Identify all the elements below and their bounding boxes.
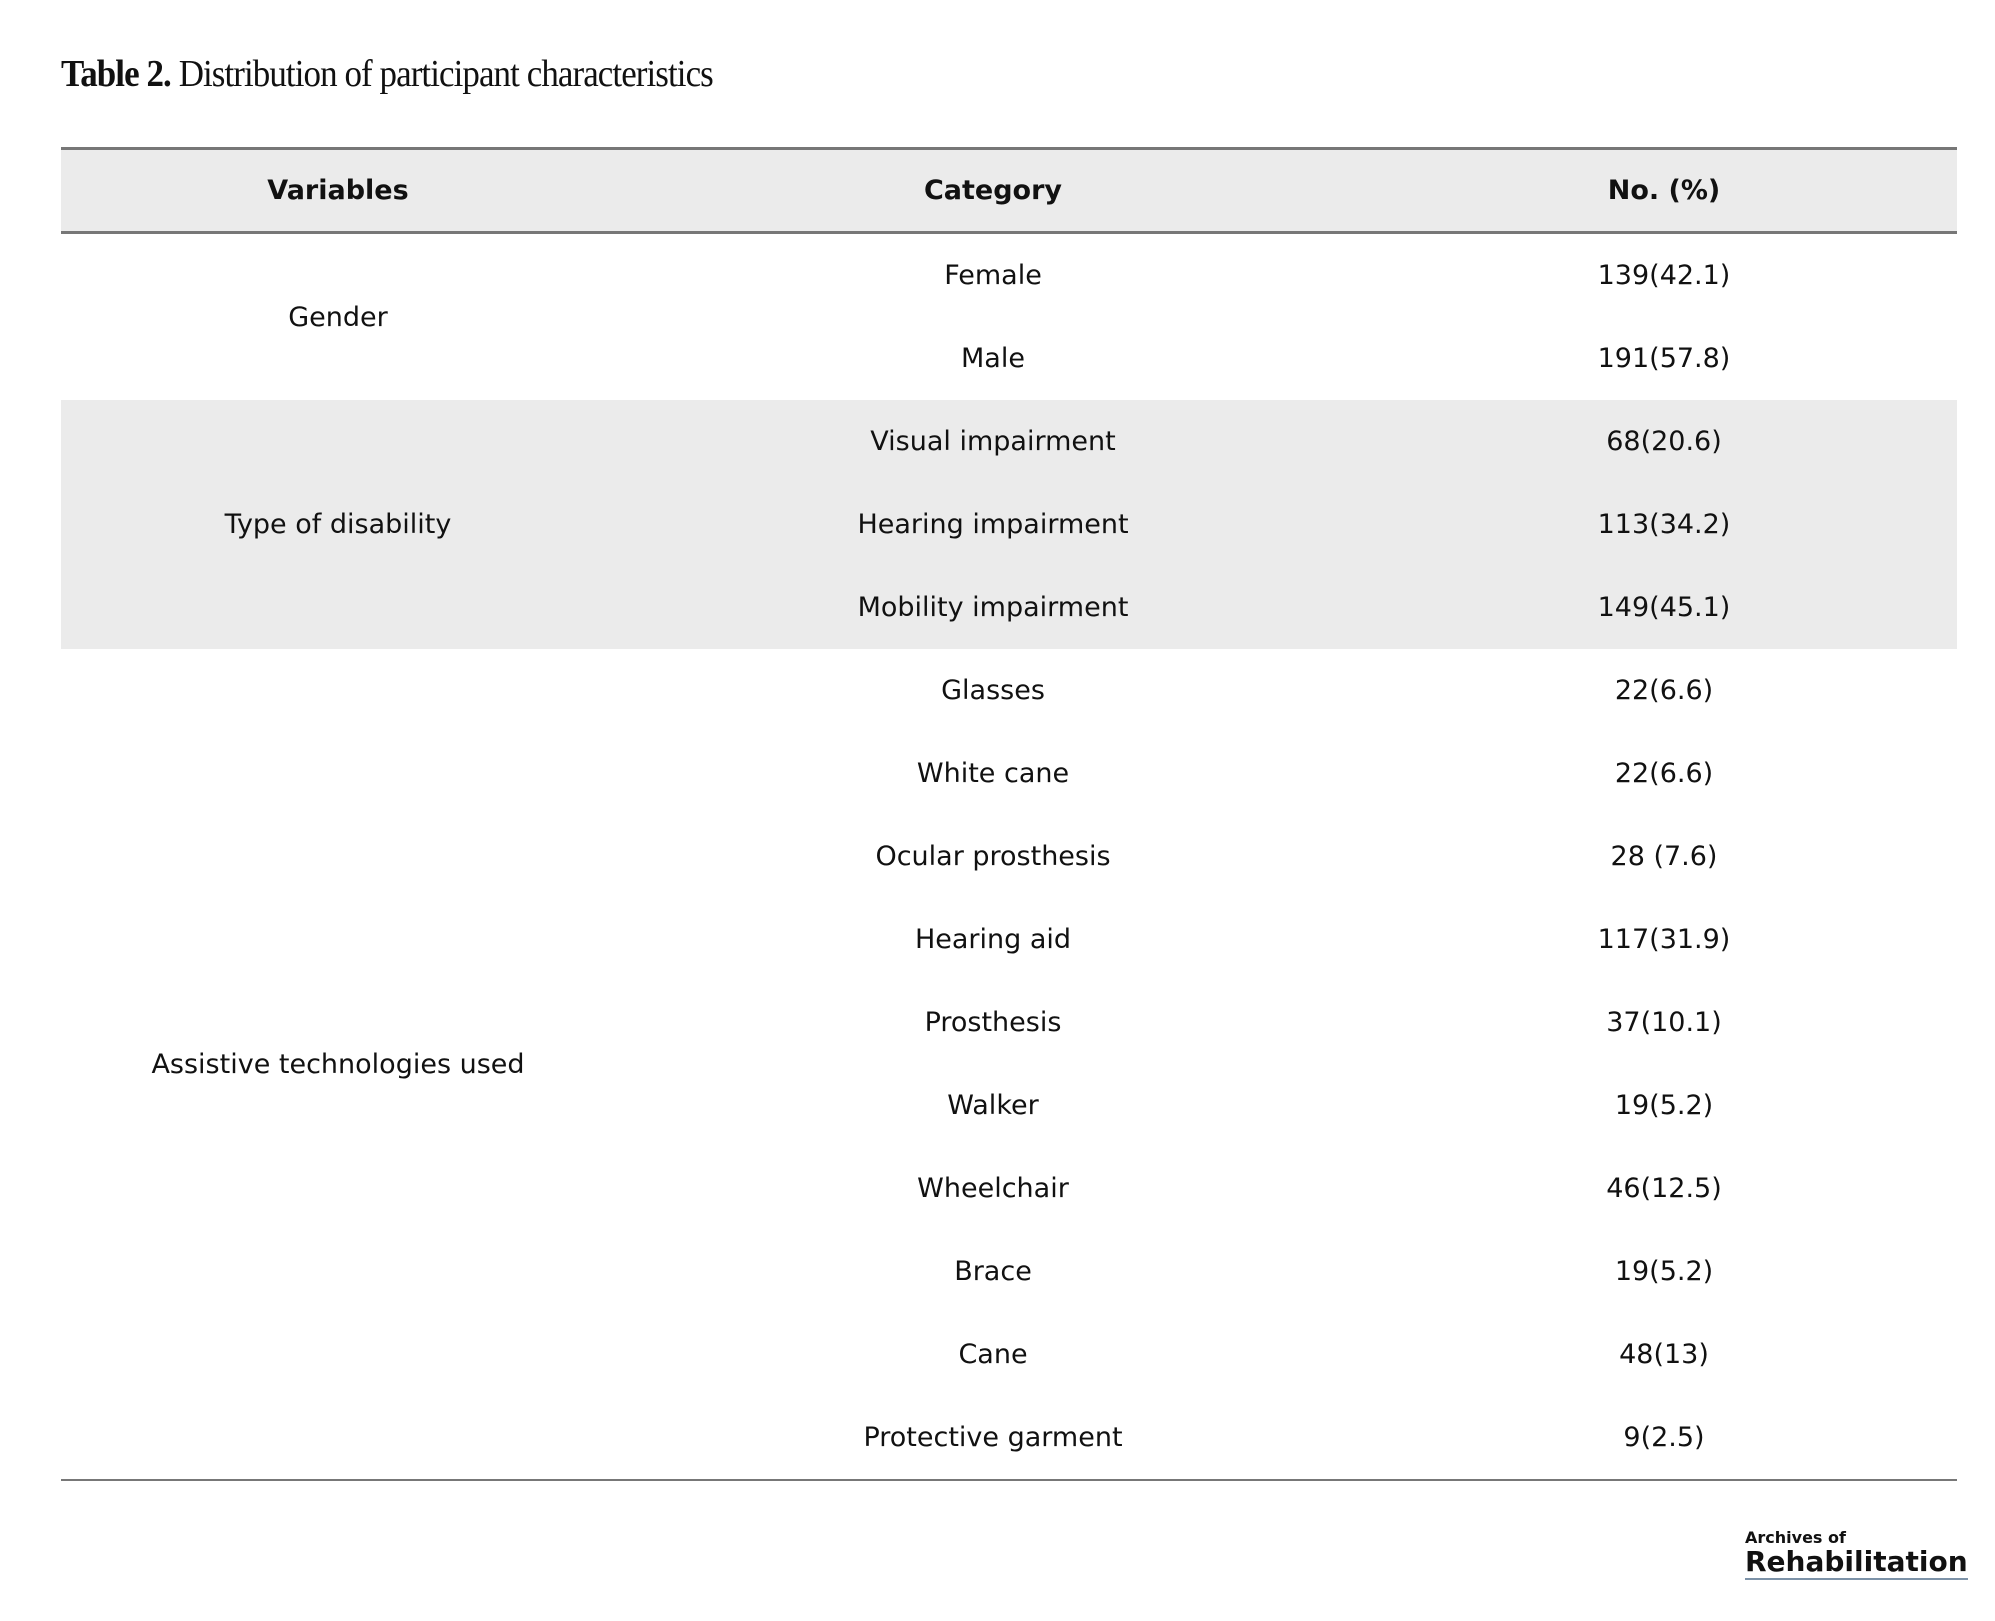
value-cell: 19(5.2) xyxy=(1614,1256,1714,1287)
table-row xyxy=(61,649,1957,732)
value-cell: 48(13) xyxy=(1619,1339,1709,1370)
category-cell: Protective garment xyxy=(615,1396,1371,1480)
journal-logo xyxy=(1745,1528,1968,1580)
table-row xyxy=(61,233,1957,318)
value-cell: 28 (7.6) xyxy=(1610,841,1718,872)
value-cell: 68(20.6) xyxy=(1371,400,1957,483)
table-row xyxy=(61,400,1957,483)
header-category: Category xyxy=(615,149,1371,233)
category-cell: White cane xyxy=(916,758,1070,789)
value-cell: 139(42.1) xyxy=(1597,260,1731,291)
category-cell: Male xyxy=(961,343,1025,374)
logo-line2: Rehabilitation xyxy=(1745,1545,1968,1578)
header-variables: Variables xyxy=(61,149,615,233)
header-row xyxy=(61,149,1957,233)
table-title xyxy=(61,52,713,96)
category-cell: Mobility impairment xyxy=(615,566,1371,649)
variable-cell: Gender xyxy=(288,301,388,333)
logo-line1: Archives of xyxy=(1745,1528,1846,1547)
value-cell: 149(45.1) xyxy=(1371,566,1957,649)
value-cell: 19(5.2) xyxy=(1614,1090,1714,1121)
value-cell: 117(31.9) xyxy=(1597,924,1731,955)
category-cell: Visual impairment xyxy=(615,400,1371,483)
category-cell: Prosthesis xyxy=(924,1007,1062,1038)
category-cell: Brace xyxy=(954,1256,1032,1287)
category-cell: Ocular prosthesis xyxy=(875,841,1111,872)
category-cell: Cane xyxy=(958,1339,1028,1370)
value-cell: 22(6.6) xyxy=(1614,758,1714,789)
category-cell: Glasses xyxy=(941,675,1045,706)
table-caption: Distribution of participant characteristics xyxy=(178,53,713,95)
category-cell: Hearing impairment xyxy=(615,483,1371,566)
value-cell: 37(10.1) xyxy=(1606,1007,1722,1038)
category-cell: Hearing aid xyxy=(914,924,1072,955)
category-cell: Walker xyxy=(947,1090,1039,1121)
characteristics-table xyxy=(61,147,1957,1481)
value-cell: 113(34.2) xyxy=(1371,483,1957,566)
value-cell: 191(57.8) xyxy=(1597,343,1731,374)
table-label: Table 2. xyxy=(61,53,171,95)
value-cell: 9(2.5) xyxy=(1371,1396,1957,1480)
variable-cell: Type of disability xyxy=(61,400,615,649)
value-cell: 46(12.5) xyxy=(1606,1173,1722,1204)
category-cell: Wheelchair xyxy=(917,1173,1069,1204)
header-no-percent: No. (%) xyxy=(1371,149,1957,233)
value-cell: 22(6.6) xyxy=(1614,675,1714,706)
category-cell: Female xyxy=(944,260,1042,291)
variable-cell: Assistive technologies used xyxy=(61,649,615,1480)
